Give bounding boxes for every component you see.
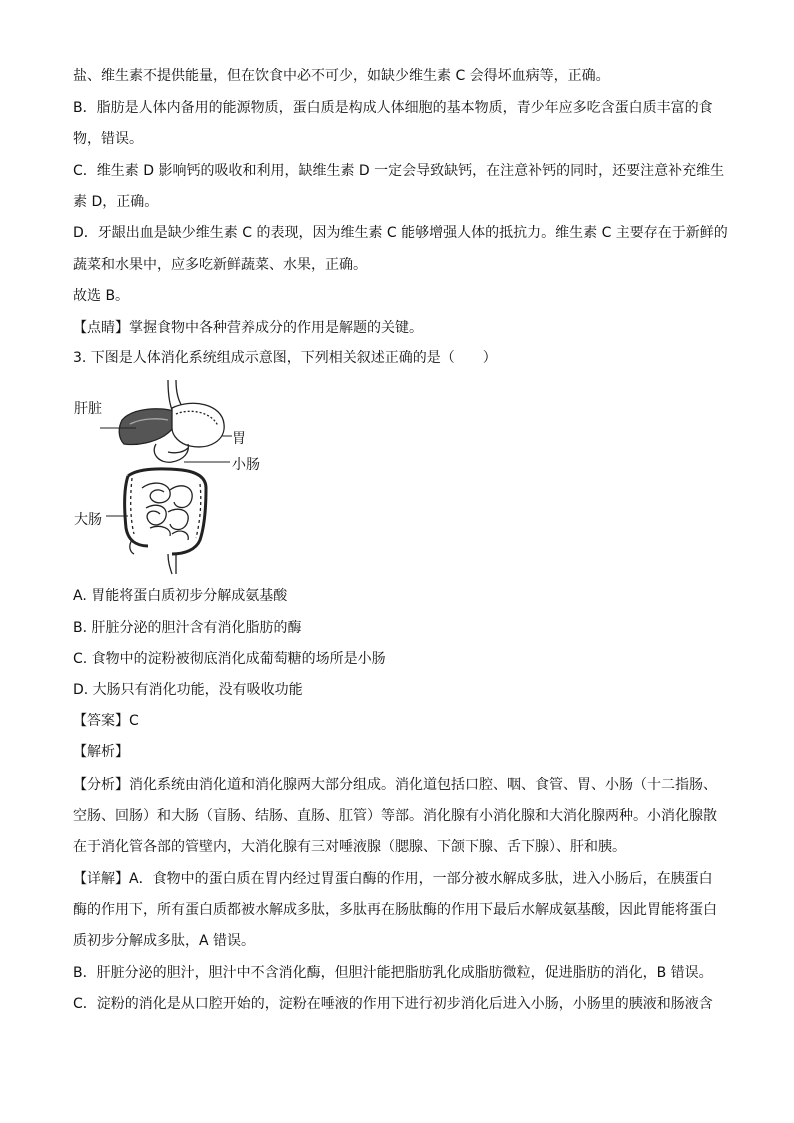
text-line: 【分析】消化系统由消化道和消化腺两大部分组成。消化道包括口腔、咽、食管、胃、小肠（十二指肠、 [73, 777, 717, 793]
option-b: B. 肝脏分泌的胆汁含有消化脂肪的酶 [73, 620, 302, 636]
text-line: D．牙龈出血是缺少维生素 C 的表现，因为维生素 C 能够增强人体的抵抗力。维生素 C 主要存在于新鲜的 [73, 225, 728, 241]
text-line: C．维生素 D 影响钙的吸收和利用，缺维生素 D 一定会导致缺钙，在注意补钙的同时，还要注意补充维生 [73, 163, 725, 179]
answer-line: 【答案】C [73, 713, 139, 729]
text-line: 盐、维生素不提供能量，但在饮食中必不可少，如缺少维生素 C 会得坏血病等，正确。 [73, 68, 610, 84]
small-intestine-label: 小肠 [232, 457, 260, 473]
digestive-system-illustration [72, 378, 272, 576]
text-line: 蔬菜和水果中，应多吃新鲜蔬菜、水果，正确。 [73, 257, 367, 273]
large-intestine-label: 大肠 [74, 512, 102, 528]
text-line: 酶的作用下，所有蛋白质都被水解成多肽，多肽再在肠肽酶的作用下最后水解成氨基酸，因此胃能将蛋白 [73, 902, 717, 918]
text-line: C．淀粉的消化是从口腔开始的，淀粉在唾液的作用下进行初步消化后进入小肠，小肠里的胰液和肠液含 [73, 996, 713, 1012]
text-line: 物，错误。 [73, 131, 143, 147]
text-line: 质初步分解成多肽，A 错误。 [73, 933, 256, 949]
text-line: 故选 B。 [73, 288, 130, 304]
digestive-system-diagram [72, 378, 272, 576]
tip-line: 【点睛】掌握食物中各种营养成分的作用是解题的关键。 [73, 320, 423, 336]
stomach-label: 胃 [232, 431, 246, 447]
analysis-heading: 【解析】 [73, 744, 129, 760]
option-c: C. 食物中的淀粉被彻底消化成葡萄糖的场所是小肠 [73, 651, 386, 667]
text-line: 素 D，正确。 [73, 194, 159, 210]
option-a: A. 胃能将蛋白质初步分解成氨基酸 [73, 588, 288, 604]
question-stem: 3. 下图是人体消化系统组成示意图，下列相关叙述正确的是（ ） [73, 350, 497, 366]
text-line: B．脂肪是人体内备用的能源物质，蛋白质是构成人体细胞的基本物质，青少年应多吃含蛋白质丰富的食 [73, 100, 713, 116]
text-line: 空肠、回肠）和大肠（盲肠、结肠、直肠、肛管）等部。消化腺有小消化腺和大消化腺两种。小消化腺散 [73, 808, 717, 824]
text-line: B．肝脏分泌的胆汁，胆汁中不含消化酶，但胆汁能把脂肪乳化成脂肪微粒，促进脂肪的消化，B 错误。 [73, 965, 713, 981]
text-line: 【详解】A．食物中的蛋白质在胃内经过胃蛋白酶的作用，一部分被水解成多肽，进入小肠后，在胰蛋白 [73, 871, 713, 887]
option-d: D. 大肠只有消化功能，没有吸收功能 [73, 682, 303, 698]
text-line: 在于消化管各部的管壁内，大消化腺有三对唾液腺（腮腺、下颌下腺、舌下腺）、肝和胰。 [73, 839, 626, 855]
liver-label: 肝脏 [74, 401, 102, 417]
